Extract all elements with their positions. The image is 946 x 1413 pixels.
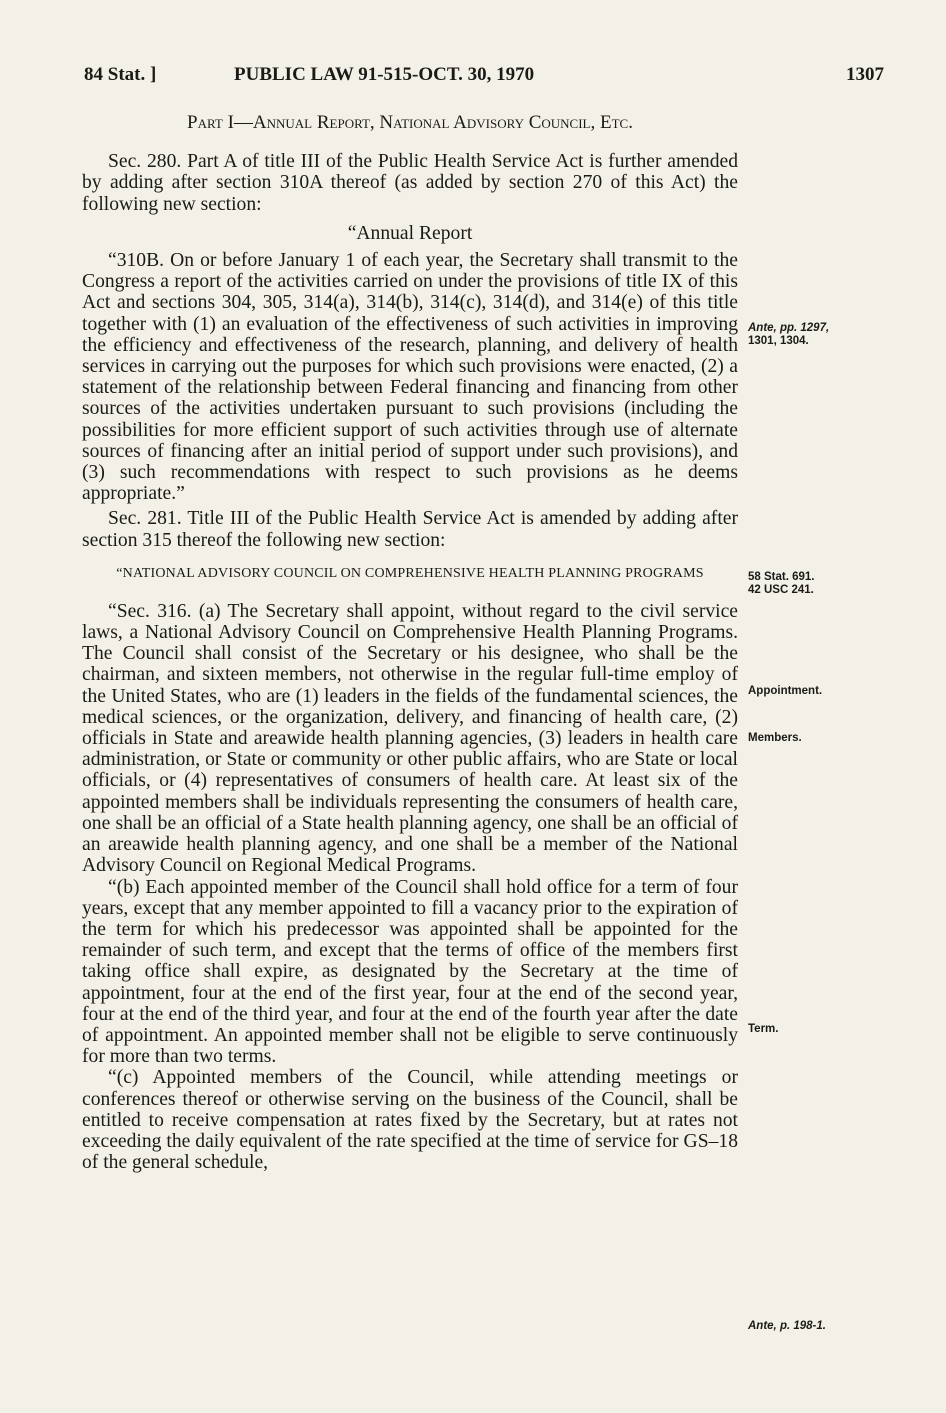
page-header bbox=[84, 64, 884, 94]
main-text-column bbox=[82, 112, 738, 1173]
margin-note-term: Term. bbox=[748, 1023, 779, 1035]
section-316c: “(c) Appointed members of the Council, while attending meetings or conferences thereof or otherwise serving on the business of the Council, shall be entitled to receive compensation at rates fixed by the Secretary, but at rates not exceeding the daily equivalent of the rate specified at the time of service for GS–18 of the general schedule, bbox=[82, 1067, 738, 1174]
margin-note-ante-1 bbox=[748, 322, 868, 348]
margin-note-stat-line1: 58 Stat. 691. bbox=[748, 571, 815, 583]
margin-note-ante-1-line1: Ante, pp. 1297, bbox=[748, 322, 830, 334]
margin-note-ante-2-text: Ante, p. 198-1. bbox=[748, 1320, 826, 1332]
margin-note-ante-1-line2: 1301, 1304. bbox=[748, 335, 809, 347]
margin-note-appointment: Appointment. bbox=[748, 685, 823, 697]
margin-note-ante-2 bbox=[748, 1320, 868, 1333]
section-310b: “310B. On or before January 1 of each year, the Secretary shall transmit to the Congress a report of the activities carried on under the provisions of title IX of this Act and sections 304, 305, 314(a), 314(b), 314(c), 314(d), and 314(e) of this title together with (1) an evaluation of the effectiveness of such activities in improving the efficiency and effectiveness of the research, planning, and delivery of health services in carrying out the purposes for which such provisions were enacted, (2) a statement of the relationship between Federal financing and financing from other sources of the activities undertaken pursuant to such provisions (including the possibilities for more efficient support of such activities through use of alternate sources of financing after an initial period of support under such provisions), and (3) such recommendations with respect to such provisions as he deems appropriate.” bbox=[82, 250, 738, 505]
section-316b: “(b) Each appointed member of the Council shall hold office for a term of four years, except that any member appointed to fill a vacancy prior to the expiration of the term for which his predecessor was appointed shall be appointed for the remainder of such term, and except that the terms of office of the members first taking office shall expire, as designated by the Secretary at the time of appointment, four at the end of the first year, four at the end of the second year, four at the end of the third year, and four at the end of the fourth year after the date of appointment. An appointed member shall not be eligible to serve continuously for more than two terms. bbox=[82, 876, 738, 1068]
council-heading: “NATIONAL ADVISORY COUNCIL ON COMPREHENSIVE HEALTH PLANNING PROGRAMS bbox=[116, 565, 704, 581]
margin-note-members: Members. bbox=[748, 732, 802, 744]
margin-note-stat bbox=[748, 571, 868, 597]
annual-report-heading: “Annual Report bbox=[347, 222, 473, 244]
section-281: Sec. 281. Title III of the Public Health Service Act is amended by adding after section 315 thereof the following new section: bbox=[82, 508, 738, 551]
header-statute-ref: 84 Stat. ] bbox=[84, 64, 157, 85]
margin-note-stat-line2: 42 USC 241. bbox=[748, 584, 814, 596]
section-316a: “Sec. 316. (a) The Secretary shall appoint, without regard to the civil service laws, a National Advisory Council on Comprehensive Health Planning Programs. The Council shall consist of the Secretary or his designee, who shall be the chairman, and sixteen members, not otherwise in the regular full-time employ of the United States, who are (1) leaders in the fields of the fundamental sciences, the medical sciences, or the organization, delivery, and financing of health care, (2) officials in State and areawide health planning agencies, (3) leaders in health care administration, or State or community or other public affairs, who are State or local officials, or (4) representatives of consumers of health care. At least six of the appointed members shall be individuals representing the consumers of health care, one shall be an official of a State health planning agency, one shall be an official of an areawide health planning agency, and one shall be a member of the National Advisory Council on Regional Medical Programs. bbox=[82, 600, 738, 877]
header-title: PUBLIC LAW 91-515-OCT. 30, 1970 bbox=[234, 64, 535, 85]
page-number: 1307 bbox=[846, 64, 884, 85]
section-280: Sec. 280. Part A of title III of the Public Health Service Act is further amended by adding after section 310A thereof (as added by section 270 of this Act) the following new section: bbox=[82, 151, 738, 215]
part-heading: Part I—Annual Report, National Advisory Council, Etc. bbox=[187, 112, 633, 133]
